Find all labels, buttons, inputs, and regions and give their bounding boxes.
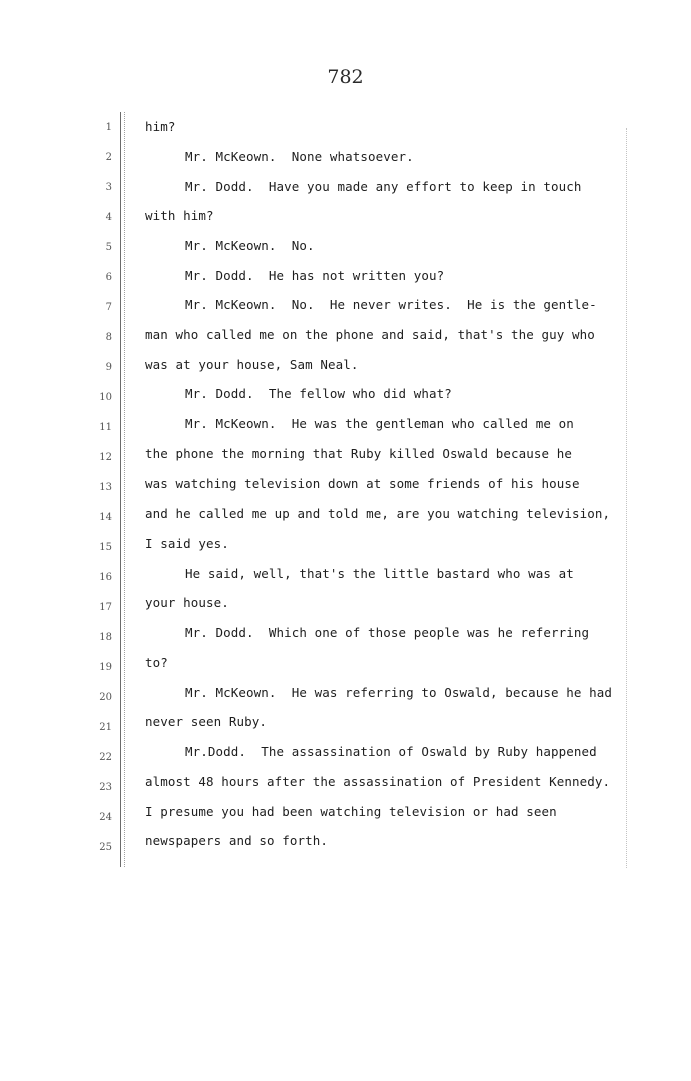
line-number: 19 [99,662,112,673]
transcript-line: Mr. McKeown. He was the gentleman who called me on [185,416,574,431]
line-number: 9 [105,362,112,373]
line-number: 24 [99,812,112,823]
line-number: 16 [99,572,112,583]
transcript-line: Mr. Dodd. The fellow who did what? [185,386,452,401]
transcript-line: Mr. Dodd. He has not written you? [185,268,445,283]
line-number: 13 [99,482,112,493]
transcript-line: Mr. Dodd. Have you made any effort to keep in touch [185,179,582,194]
line-number: 14 [99,512,112,523]
transcript-line: Mr. McKeown. No. He never writes. He is the gentle- [185,297,597,312]
transcript-line: your house. [145,595,229,610]
line-number: 1 [105,122,112,133]
transcript-line: the phone the morning that Ruby killed Oswald because he [145,446,573,461]
line-number: 11 [99,422,112,433]
transcript-line: Mr.Dodd. The assassination of Oswald by Ruby happened [185,744,597,759]
line-number: 3 [105,182,112,193]
line-number: 12 [99,452,112,463]
transcript-line: He said, well, that's the little bastard who was at [185,566,574,581]
line-number: 18 [99,632,112,643]
line-number: 2 [105,152,112,163]
line-number: 21 [99,722,112,733]
transcript-line: Mr. McKeown. He was referring to Oswald, because he had [185,685,613,700]
line-number: 22 [99,752,112,763]
line-number: 23 [99,782,112,793]
line-number: 15 [99,542,112,553]
line-number: 5 [105,242,112,253]
page-number: 782 [327,66,364,88]
left-margin-rule [120,112,121,867]
line-number: 25 [99,842,112,853]
transcript-line: Mr. Dodd. Which one of those people was he referring [185,625,590,640]
transcript-line: I presume you had been watching television or had seen [145,804,557,819]
transcript-line: and he called me up and told me, are you watching television, [145,506,611,521]
line-number: 8 [105,332,112,343]
transcript-line: Mr. McKeown. None whatsoever. [185,149,414,164]
transcript-line: I said yes. [145,536,229,551]
transcript-line: was at your house, Sam Neal. [145,357,359,372]
line-number: 4 [105,212,112,223]
transcript-line: never seen Ruby. [145,714,268,729]
transcript-line: newspapers and so forth. [145,833,329,848]
transcript-line: with him? [145,208,214,223]
line-number: 6 [105,272,112,283]
transcript-line: almost 48 hours after the assassination of President Kennedy. [145,774,611,789]
transcript-line: Mr. McKeown. No. [185,238,315,253]
transcript-line: was watching television down at some friends of his house [145,476,580,491]
line-number: 7 [105,302,112,313]
transcript-line: him? [145,119,176,134]
line-number: 10 [99,392,112,403]
line-number: 17 [99,602,112,613]
line-number: 20 [99,692,112,703]
right-margin-rule [626,128,627,868]
transcript-line: man who called me on the phone and said, that's the guy who [145,327,595,342]
transcript-line: to? [145,655,168,670]
left-margin-rule-dotted [124,112,125,867]
